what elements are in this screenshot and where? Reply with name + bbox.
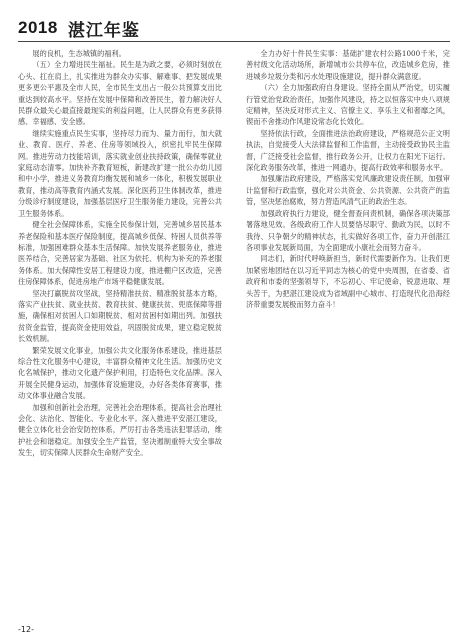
yearbook-title: 湛江年鉴 — [67, 20, 140, 41]
paragraph: 全力办好十件民生实事：基础扩建农村公路1000千米，完善村级文化活动场所，新增城市公共停车位，改造城乡危房，推进城乡垃圾分类和污水处理设施建设，提升群众满意度。 — [246, 49, 450, 81]
right-text-column — [246, 48, 450, 618]
paragraph: 健全社会保障体系，实施全民参保计划，完善城乡居民基本养老保险和基本医疗保险制度，提高城乡低保、特困人员供养等标准，加强困难群众基本生活保障。加快发展养老服务业，推进医养结合，完善居家为基础、社区为依托、机构为补充的养老服务体系。加大保障性安居工程建设力度，推进棚户区改造，完善住房保障体系，促进房地产市场平稳健康发展。 — [18, 220, 222, 287]
paragraph: 坚决打赢脱贫攻坚战，坚持精准扶贫、精准脱贫基本方略，落实产业扶贫、就业扶贫、教育扶贫、健康扶贫、兜底保障等措施，确保相对贫困人口如期脱贫、相对贫困村如期出列。加强扶贫资金监管，提高资金使用效益，巩固脱贫成果，建立稳定脱贫长效机制。 — [18, 288, 222, 344]
left-text-column — [18, 48, 222, 618]
page-number: -12- — [18, 625, 34, 634]
paragraph: 加强和创新社会治理，完善社会治理体系，提高社会治理社会化、法治化、智能化、专业化水平。深入推进平安湛江建设，健全立体化社会治安防控体系，严厉打击各类违法犯罪活动，维护社会和谐稳定。加强安全生产监管，坚决遏制重特大安全事故发生，切实保障人民群众生命财产安全。 — [18, 402, 222, 458]
yearbook-year: 2018 — [18, 18, 58, 37]
paragraph: 坚持依法行政，全面推进法治政府建设，严格规范公正文明执法，自觉接受人大法律监督和工作监督，主动接受政协民主监督，广泛接受社会监督，推行政务公开，让权力在阳光下运行。深化政务服务改革，推进一网通办，提高行政效率和服务水平。 — [246, 128, 450, 173]
paragraph: 繁荣发展文化事业，加强公共文化服务体系建设，推进基层综合性文化服务中心建设，丰富群众精神文化生活。加强历史文化名城保护，推动文化遗产保护利用，打造特色文化品牌。深入开展全民健身运动，加强体育设施建设，办好各类体育赛事，推动文体事业融合发展。 — [18, 345, 222, 401]
page-header — [18, 18, 140, 41]
paragraph: 继续实施重点民生实事，坚持尽力而为、量力而行，加大就业、教育、医疗、养老、住房等领域投入，织密扎牢民生保障网。推进劳动力技能培训，落实就业创业扶持政策，确保零就业家庭动态清零。加快补齐教育短板，新建改扩建一批公办幼儿园和中小学，推进义务教育均衡发展和城乡一体化，积极发展职业教育，推动高等教育内涵式发展。深化医药卫生体制改革，推进分级诊疗制度建设，加强基层医疗卫生服务能力建设，完善公共卫生服务体系。 — [18, 128, 222, 218]
paragraph: （五）全力增进民生福祉。民生是为政之要，必须时刻放在心头、扛在肩上，扎实推进为群众办实事、解难事、把发展成果更多更公平惠及全市人民，全市民生支出占一般公共预算支出比重达到较高水平。坚持在发展中保障和改善民生，着力解决好人民群众最关心最直接最现实的利益问题，让人民群众有更多获得感、幸福感、安全感。 — [18, 60, 222, 127]
paragraph: 展的良机，生态城镇的福利。 — [32, 49, 126, 58]
paragraph: 同志们，新时代呼唤新担当，新时代需要新作为。让我们更加紧密地团结在以习近平同志为核心的党中央周围，在省委、省政府和市委的坚强领导下，不忘初心、牢记使命，锐意进取、埋头苦干，为把湛江建设成为省域副中心城市、打造现代化沿海经济带重要发展极而努力奋斗！ — [246, 254, 450, 309]
paragraph: （六）全力加强政府自身建设。坚持全面从严治党，切实履行管党治党政治责任，加强作风建设，持之以恒落实中央八项规定精神，坚决反对形式主义、官僚主义、享乐主义和奢靡之风，锲而不舍推动作风建设常态化长效化。 — [246, 83, 450, 127]
header-rule — [18, 41, 450, 42]
paragraph: 加强廉洁政府建设，严格落实党风廉政建设责任制，加强审计监督和行政监察，强化对公共资金、公共资源、公共资产的监管，坚决惩治腐败，努力营造风清气正的政治生态。 — [246, 174, 450, 207]
paragraph: 加强政府执行力建设，健全督查问责机制，确保各项决策部署落地见效。各级政府工作人员要恪尽职守、勤政为民，以时不我待、只争朝夕的精神状态，扎实做好各项工作，奋力开创湛江各项事业发展新局面，为全面建成小康社会而努力奋斗。 — [246, 208, 450, 252]
